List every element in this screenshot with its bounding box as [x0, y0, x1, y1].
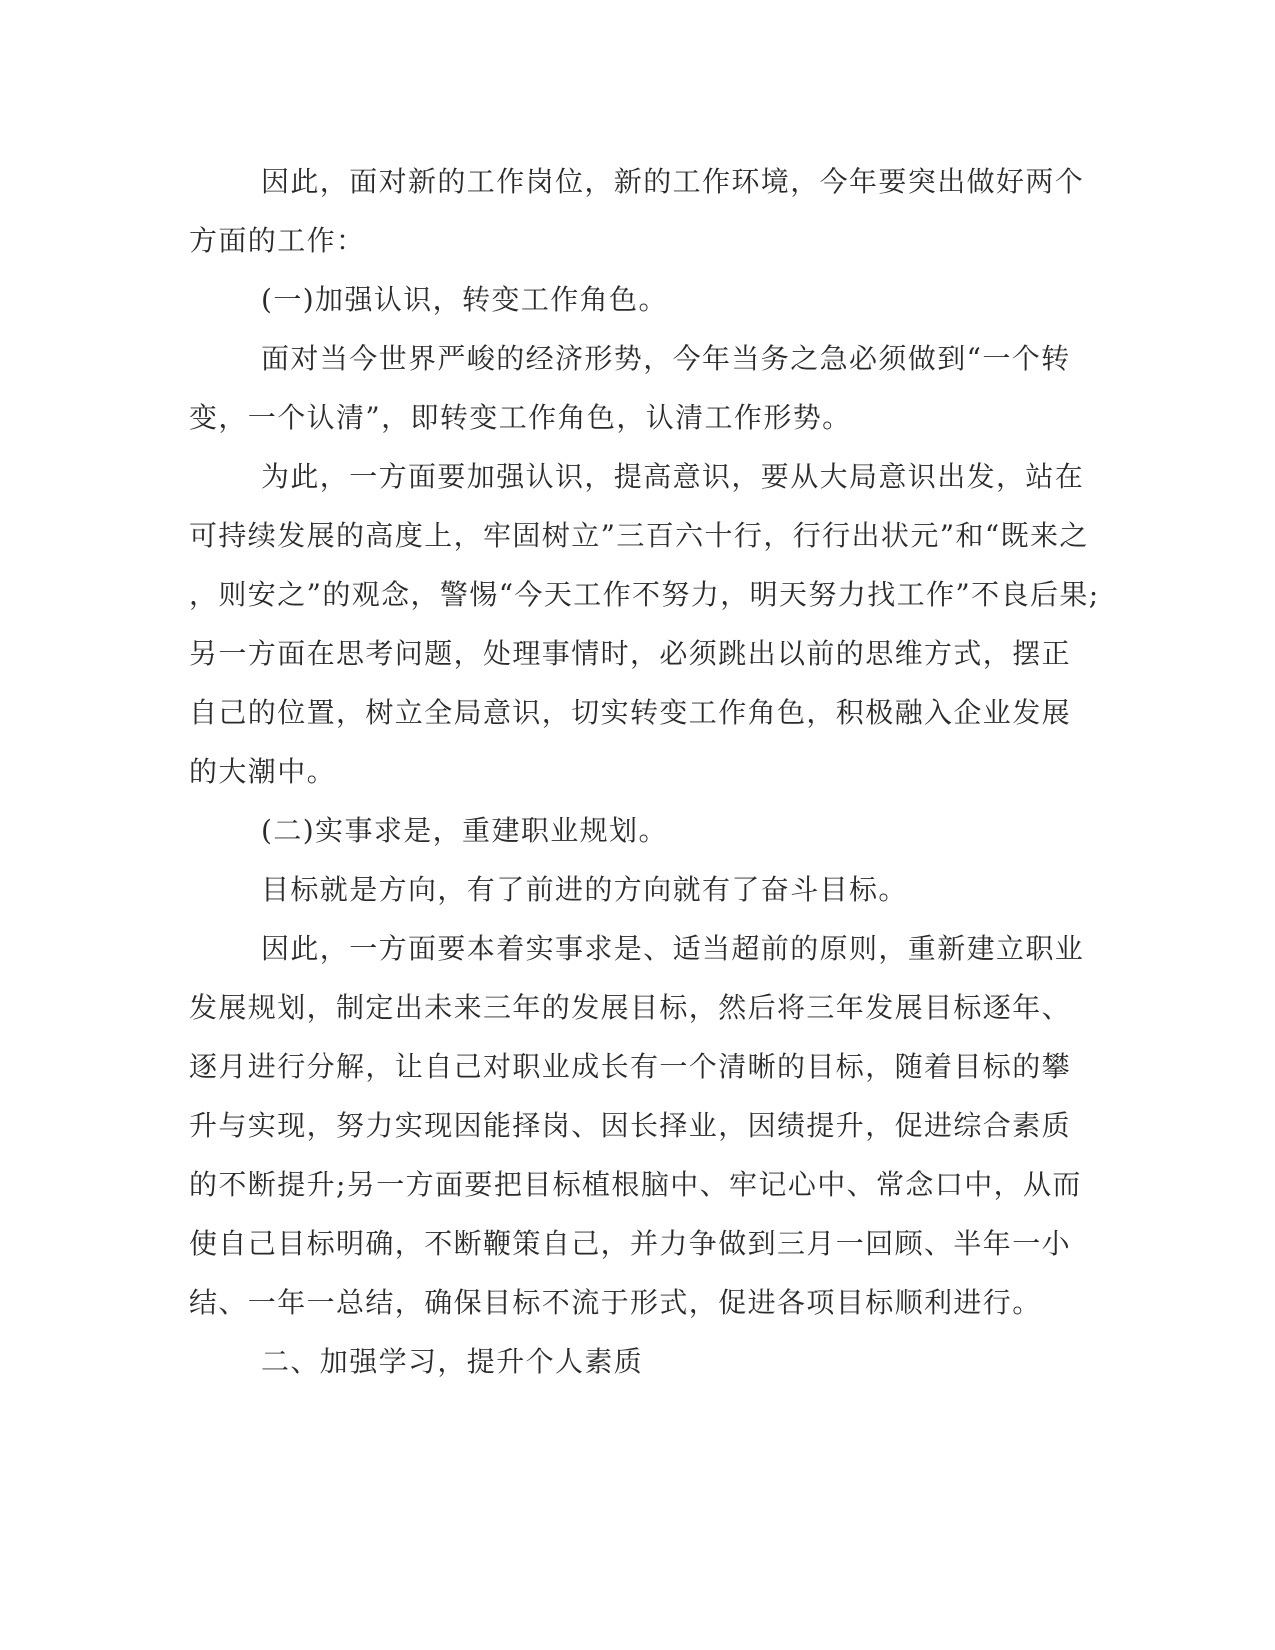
paragraph-line: 为此，一方面要加强认识，提高意识，要从大局意识出发，站在 [261, 460, 1085, 493]
paragraph-line: 的大潮中。 [189, 755, 337, 788]
paragraph-line: 升与实现，努力实现因能择岗、因长择业，因绩提升，促进综合素质 [189, 1109, 1072, 1142]
paragraph-line: 面对当今世界严峻的经济形势，今年当务之急必须做到“一个转 [261, 342, 1071, 375]
paragraph-line: 逐月进行分解，让自己对职业成长有一个清晰的目标，随着目标的攀 [189, 1050, 1072, 1083]
section-heading: (一)加强认识，转变工作角色。 [261, 283, 668, 316]
section-heading: (二)实事求是，重建职业规划。 [261, 814, 668, 847]
paragraph-line: 因此，面对新的工作岗位，新的工作环境，今年要突出做好两个 [261, 165, 1085, 198]
paragraph-line: 方面的工作： [189, 224, 366, 257]
paragraph-line: 结、一年一总结，确保目标不流于形式，促进各项目标顺利进行。 [189, 1286, 1042, 1319]
paragraph-line: 自己的位置，树立全局意识，切实转变工作角色，积极融入企业发展 [189, 696, 1072, 729]
paragraph-line: 使自己目标明确，不断鞭策自己，并力争做到三月一回顾、半年一小 [189, 1227, 1072, 1260]
section-heading: 二、加强学习，提升个人素质 [261, 1345, 644, 1378]
paragraph-line: 变，一个认清”，即转变工作角色，认清工作形势。 [189, 401, 852, 434]
paragraph-line: 发展规划，制定出未来三年的发展目标，然后将三年发展目标逐年、 [189, 991, 1072, 1024]
paragraph-line: 的不断提升;另一方面要把目标植根脑中、牢记心中、常念口中，从而 [189, 1168, 1082, 1201]
paragraph-line: 另一方面在思考问题，处理事情时，必须跳出以前的思维方式，摆正 [189, 637, 1072, 670]
paragraph-line: ，则安之”的观念，警惕“今天工作不努力，明天努力找工作”不良后果; [189, 578, 1100, 611]
paragraph-line: 目标就是方向，有了前进的方向就有了奋斗目标。 [261, 873, 908, 906]
paragraph-line: 因此，一方面要本着实事求是、适当超前的原则，重新建立职业 [261, 932, 1085, 965]
paragraph-line: 可持续发展的高度上，牢固树立”三百六十行，行行出状元”和“既来之 [189, 519, 1089, 552]
